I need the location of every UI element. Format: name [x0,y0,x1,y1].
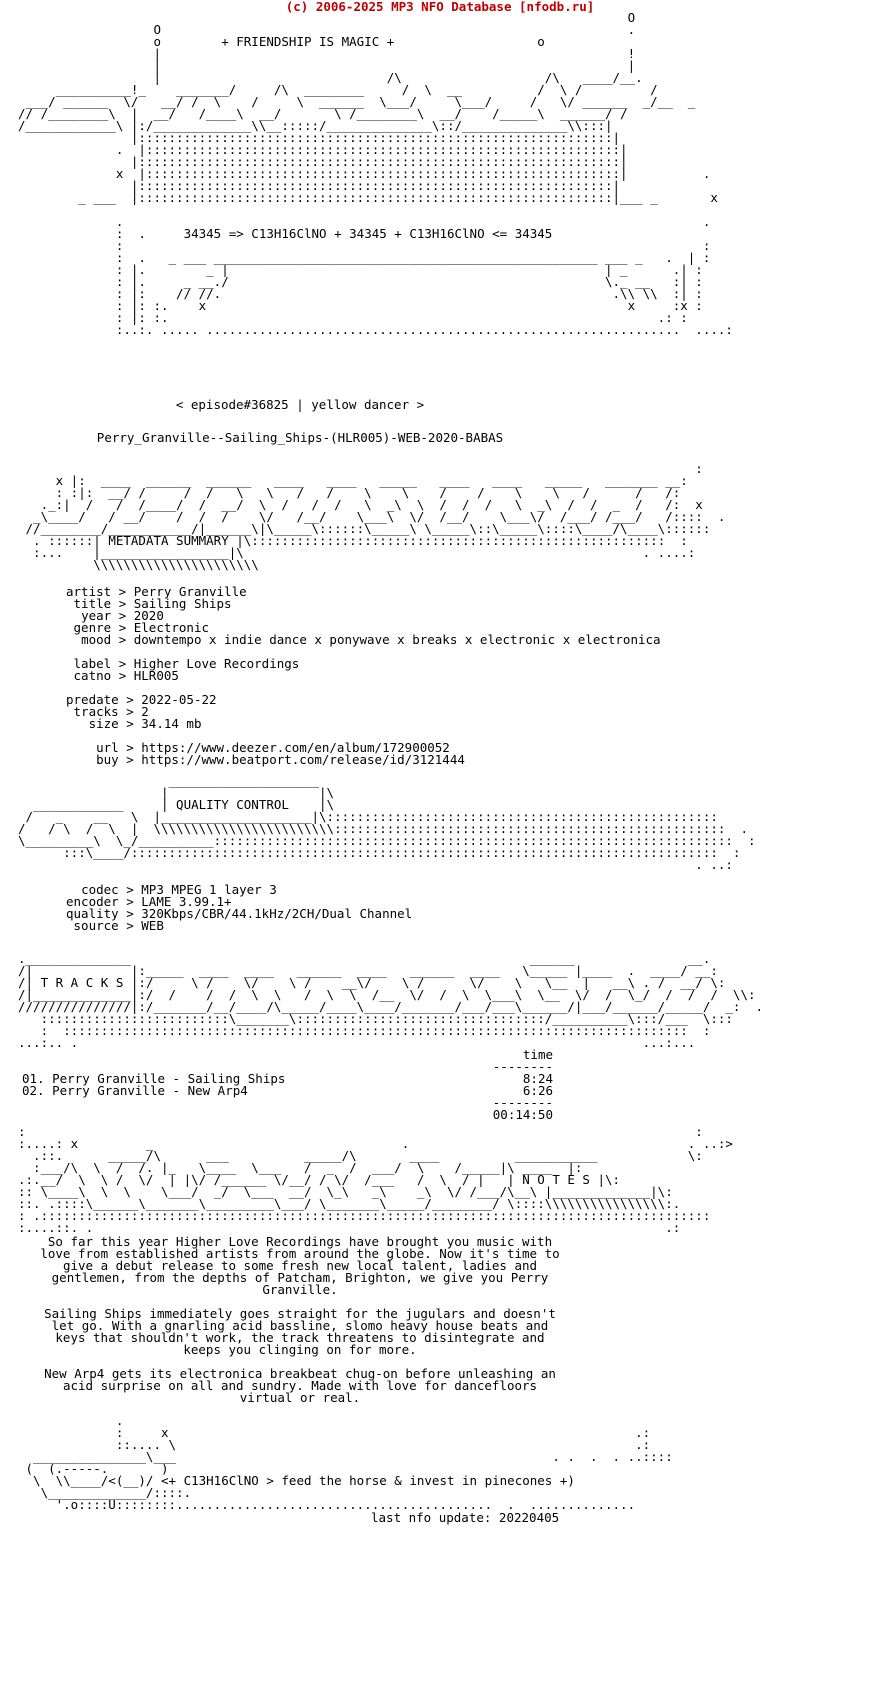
source-value: WEB [141,918,164,933]
title-value: Sailing Ships [133,596,232,611]
notes-paragraph-1: So far this year Higher Love Recordings have brought you music with love from established artists from around the globe. Now it's time to give a debut release to some fresh new local talent, ladies and gentlemen, from the depths of Patcham, Brighton, we give you Perry Granville. [40,1234,560,1297]
size-value: 34.14 mb [141,716,202,731]
time-header: time [522,1047,553,1062]
beatport-link[interactable]: https://www.beatport.com/release/id/3121444 [141,752,465,767]
track-row-2: 02. Perry Granville - New Arp4 6:26 [22,1083,553,1098]
track-row-1: 01. Perry Granville - Sailing Ships 8:24 [22,1071,553,1086]
quality-title: QUALITY CONTROL [176,797,289,812]
deezer-link[interactable]: https://www.deezer.com/en/album/172900052 [141,740,450,755]
quality-header-art: ____________________ | |\ ____________ | QUALITY CONTROL |\ / _ __ \ |____________________|\:::::::::::::::::::::::::::::::::::::::::::::::::::: / / \ / \ | \\\\\\\\\\\\\\\\\\\\\\\\:::::::::::::::::::::::::::::::::::::::::::::::::::: . \_________\ \_/__________::::::::::::::::::::::::::::::::::::::::::::::::::::::::::::::::::::: : :::\____/:::::::::::::::::::::::::::::::::::::::::::::::::::::::::::::::::::::::::::::: : . ..: [18,773,756,872]
footer-slogan: <+ C13H16ClNO > feed the horse & invest in pinecones +) [161,1473,575,1488]
artist-value: Perry Granville [133,584,247,599]
header-ascii-art: O O . o + FRIENDSHIP IS MAGIC + o | ! | | | /\ /\ ____/__. __________!_ _______/ /\ ________ / \ __ / \ / / ___/ ______ \/ __/ / \ / \ ______ \___/ \___/ / \/ ______ _/__ _ // /________\ | __/ /____\ __/ \ /________\ __/ /_____\ ______/ / /____________\ |:/_____________\\__:::::/______________\::/______________\\:::| |:::::::::::::::::::::::::::::::::::::::::::::::::::::::::::::::| . |:::::::::::::::::::::::::::::::::::::::::::::::::::::::::::::::| |::::::::::::::::::::::::::::::::::::::::::::::::::::::::::::::::| x |:::::::::::::::::::::::::::::::::::::::::::::::::::::::::::::::| . |:::::::::::::::::::::::::::::::::::::::::::::::::::::::::::::::| _ ___ |:::::::::::::::::::::::::::::::::::::::::::::::::::::::::::::::|___ _ x . . : . 34345 => C13H16ClNO + 34345 + C13H16ClNO <= 34345 : : : . _ ___ ___________________________________________________ ___ _ . | : : |. _ | | _ .| : : |. _ __./ \._ __ :| : : |: // //. .\\ \\ :| : : |: :. x x :x : : |: :. .: : :..:. ..... ............................................................... ....: [18,10,733,337]
episode-line: < episode#36825 | yellow dancer > [175,397,425,412]
codec-value: MP3 MPEG 1 layer 3 [141,882,277,897]
year-value: 2020 [133,608,164,623]
tracklist: time -------- 01. Perry Granville - Sailing Ships 8:24 02. Perry Granville - New Arp4 6:26 -------- 00:14:50 [22,1047,553,1122]
quality-value: 320Kbps/CBR/44.1kHz/2CH/Dual Channel [141,906,413,921]
notes-title: N O T E S [522,1172,590,1187]
total-time: 00:14:50 [492,1107,553,1122]
genre-value: Electronic [133,620,210,635]
predate-value: 2022-05-22 [141,692,217,707]
formula: 34345 => C13H16ClNO + 34345 + C13H16ClNO <= 34345 [183,226,553,241]
mood-value: downtempo x indie dance x ponywave x breaks x electronic x electronica [133,632,661,647]
tracks-title: T R A C K S [40,975,124,990]
notes-paragraph-2: Sailing Ships immediately goes straight for the jugulars and doesn't let go. With a gnarling acid bassline, slomo heavy house beats and keys that shouldn't work, the track threatens to disintegrate and keeps you clinging on for more. [44,1306,556,1357]
metadata-header-art: : x |: ____ ______ ______ ____ ____ _____ ____ ____ _____ _______ __: : :|: __/ / / / \ \ / / \ \ / / \ \ / / /: ._:| / / /____/ / __/ \ / / / \ _\ \ / / / \ _\ / / _ / /: x _\____/ / __/ / / / \/ /__/ \___\ \/ /__/ \___\/ /___/ /___/ /:::: . //________/___________/|______\|\_____\::::::\_____\ \_____\::\_____\::::\____/\____\:::::: . ::::::| METADATA SUMMARY |\::::::::::::::::::::::::::::::::::::::::::::::::::::::: : :... |_________________|\ . ....: \\\\\\\\\\\\\\\\\\\\\\ [25,461,726,572]
metadata-title: METADATA SUMMARY [108,533,229,548]
copyright-banner: (c) 2006-2025 MP3 NFO Database [nfodb.ru] [285,0,595,14]
quality-block: codec > MP3 MPEG 1 layer 3 encoder > LAME 3.99.1+ quality > 320Kbps/CBR/44.1kHz/2CH/Dual Channel source > WEB [66,882,413,933]
tracks-header-art: .______________ ______ __. /| |:_____ ____ ____ ______ ____ ______ ____ \_____ |____ . ____/ __: /| T R A C K S |:/ \ / \/ \ / __\/ \ / \/ \ \__ | __\ . / __/ \: /|_____________|:/ / / / \ \ / \ \ /__ \/ / \ \___\ \__ \/ / \_/ / / / \\: ///////////////|:/_______/__/____/\_____/____\____/_______/___/___\______/|___/______/_____/ _: . :::::::::::::::::::::::::\_______\:::::::::::::::::::::::::::::::::/__________\:::/___ \::: : ::::::::::::::::::::::::::::::::::::::::::::::::::::::::::::::::::::::::::::::::::: : ...:.. . ...:... [18,951,764,1050]
last-update: last nfo update: 20220405 [371,1510,560,1525]
notes-paragraph-3: New Arp4 gets its electronica breakbeat chug-on before unleashing an acid surprise on all and sundry. Made with love for dancefloors virtual or real. [44,1366,556,1405]
label-value: Higher Love Recordings [133,656,300,671]
release-name: Perry_Granville--Sailing_Ships-(HLR005)-WEB-2020-BABAS [96,430,504,445]
notes-header-art: : : :....: x _ . . ..:> .::. _____/\ ___ _____/\ ____ ___________ \: :___/\ \ / /. |_ \____ \___ / _ / ___/ \ /_____|\ ____ |: .:.__/ \ \ / \/ | |\/ /______ \/__/ / \/ /___ / \ / | | N O T E S |\: :: \____\ \ \ \___/ _/ \___ __/ \_\ _\ _\ \/ /___/\__\ |_____________|\: ::. .::::\______\_______\_________\___/ \_______\_____/________/ \::::\\\\\\\\\\\\\\\\:. : .::::::::::::::::::::::::::::::::::::::::::::::::::::::::::::::::::::::::::::::::::::::::: :....::. . .: [18,1124,733,1235]
tagline: + FRIENDSHIP IS MAGIC + [221,34,395,49]
metadata-block: artist > Perry Granville title > Sailing Ships year > 2020 genre > Electronic mood > downtempo x indie dance x ponywave x breaks x electronic x electronica label > Higher Love Recordings catno > HLR005 predate > 2022-05-22 tracks > 2 size > 34.14 mb url > https://www.deezer.com/en/album/172900052 buy > https://www.beatport.com/release/id/3121444 [66,584,661,767]
catno-value: HLR005 [133,668,179,683]
encoder-value: LAME 3.99.1+ [141,894,232,909]
footer-art: . : x .: ::.... \ .: _______________\___ . . . . ..:::: ( (.-----. ) \ \\____/<(__)/ <+ C13H16ClNO > feed the horse & invest in pinecones +) \_____________/::::. '.o::::U::::::::.......................................... . .............. [25,1413,673,1512]
notes-body [0,1236,600,1404]
tracks-value: 2 [141,704,149,719]
